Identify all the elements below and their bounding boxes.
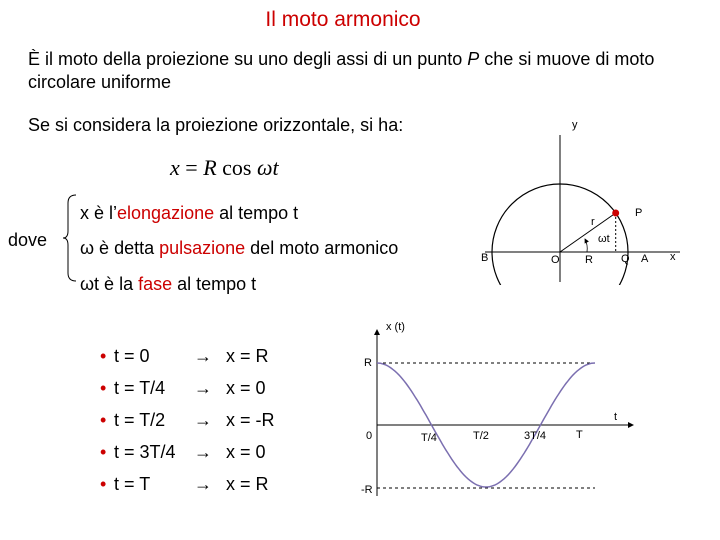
intro-p: P <box>467 49 480 69</box>
def2-pre: ω è detta <box>80 238 160 258</box>
def1-pre: x è l’ <box>80 203 118 223</box>
circle-diagram <box>475 115 690 285</box>
bullet-dot: • <box>100 345 107 366</box>
bullet-dot: • <box>100 473 107 494</box>
intro-before-p: È il moto della proiezione su uno degli assi di un punto <box>28 49 468 69</box>
origin-label: O <box>551 254 560 266</box>
brace-icon <box>62 193 78 283</box>
y-tick-r: R <box>364 357 372 369</box>
def2-highlight: pulsazione <box>159 238 246 258</box>
bullet-condition: t = T/2 <box>114 409 166 430</box>
bullet-condition: t = 3T/4 <box>114 441 176 462</box>
def1-post: al tempo t <box>214 203 299 223</box>
y-tick-0: 0 <box>366 430 373 442</box>
formula-cos: cos <box>216 155 257 180</box>
x-axis-label: x <box>670 251 676 263</box>
list-item <box>100 372 275 404</box>
formula-x: x <box>170 155 180 180</box>
bullet-condition: t = T/4 <box>114 377 166 398</box>
bullet-list <box>100 340 275 500</box>
chart-y-label: x (t) <box>386 321 405 333</box>
x-tick-t4: T/4 <box>421 432 437 444</box>
def-fase <box>80 274 256 295</box>
page-title: Il moto armonico <box>265 8 421 31</box>
bullet-dot: • <box>100 377 107 398</box>
cosine-chart <box>355 312 645 510</box>
dove-label: dove <box>8 230 48 250</box>
arrow-icon: → <box>194 377 212 398</box>
y-axis-label: y <box>572 119 578 131</box>
radius-label: r <box>591 216 595 228</box>
point-b-label: B <box>481 252 489 264</box>
list-item <box>100 468 275 500</box>
bullet-result: x = 0 <box>226 441 266 462</box>
point-a-label: A <box>641 253 649 265</box>
point-q-label: Q <box>621 253 630 265</box>
x-tick-t2: T/2 <box>473 430 489 442</box>
arrow-icon: → <box>194 345 212 366</box>
point-p-dot <box>612 209 619 216</box>
point-p-label: P <box>635 207 643 219</box>
bullet-result: x = -R <box>226 409 275 430</box>
formula-r: R <box>203 155 217 180</box>
def-elongazione <box>80 203 298 224</box>
arrow-icon: → <box>194 441 212 462</box>
def3-post: al tempo t <box>172 274 257 294</box>
bullet-result: x = R <box>226 473 269 494</box>
chart-x-label: t <box>614 411 618 423</box>
x-tick-t: T <box>576 429 583 441</box>
formula <box>170 155 279 181</box>
list-item <box>100 436 275 468</box>
def2-post: del moto armonico <box>245 238 399 258</box>
bullet-condition: t = T <box>114 473 151 494</box>
list-item <box>100 340 275 372</box>
def3-pre: ωt è la <box>80 274 139 294</box>
angle-arc <box>585 239 587 252</box>
arrow-icon: → <box>194 473 212 494</box>
formula-eq: = <box>179 155 204 180</box>
x-tick-3t4: 3T/4 <box>524 430 547 442</box>
arrow-icon: → <box>194 409 212 430</box>
angle-label: ωt <box>598 233 610 245</box>
subtitle: Se si considera la proiezione orizzontale, si ha: <box>28 115 404 135</box>
def1-highlight: elongazione <box>117 203 215 223</box>
def3-highlight: fase <box>138 274 173 294</box>
r-label: R <box>585 254 593 266</box>
list-item <box>100 404 275 436</box>
intro-after-p: che si muove di moto circolare uniforme <box>28 49 655 92</box>
intro-text <box>28 48 688 94</box>
bullet-result: x = 0 <box>226 377 266 398</box>
bullet-result: x = R <box>226 345 269 366</box>
formula-wt: ωt <box>256 155 279 180</box>
def-pulsazione <box>80 238 398 259</box>
bullet-condition: t = 0 <box>114 345 150 366</box>
bullet-dot: • <box>100 441 107 462</box>
bullet-dot: • <box>100 409 107 430</box>
y-tick-minus-r: -R <box>361 484 373 496</box>
